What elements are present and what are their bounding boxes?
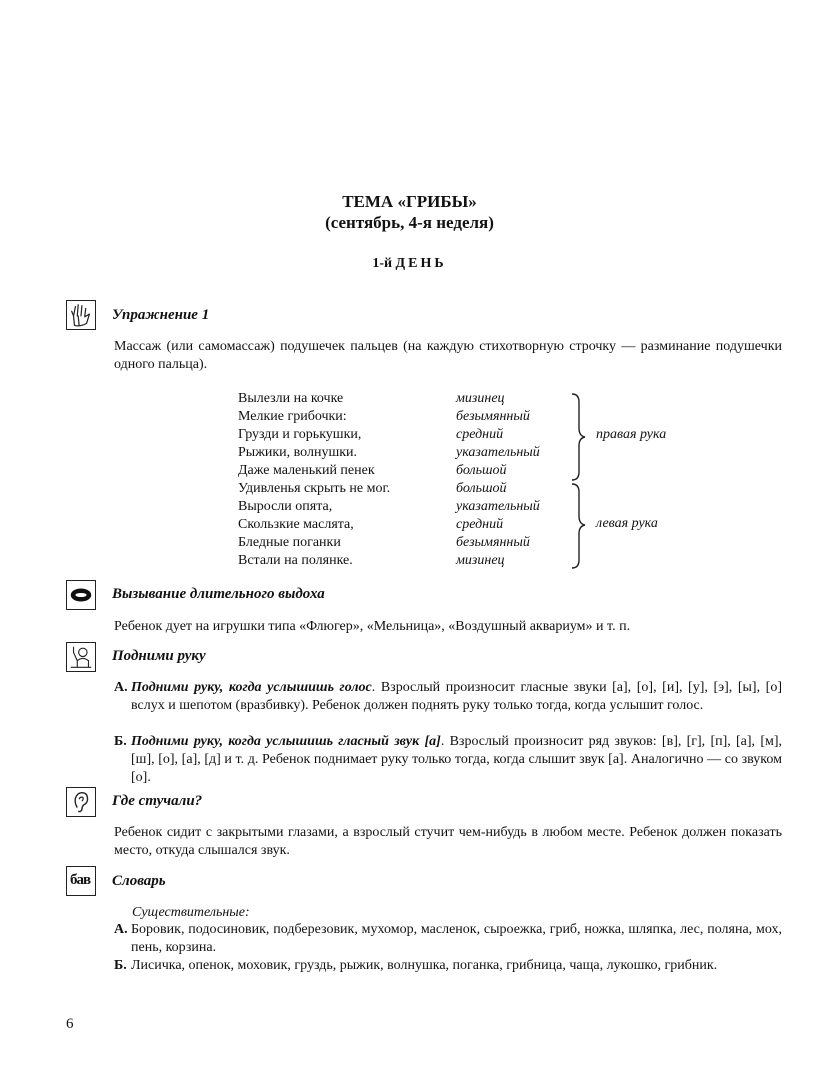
poem-finger: указательный (456, 445, 540, 460)
letters-icon (66, 866, 96, 896)
poem-row (0, 553, 819, 571)
day-number: 1-й (372, 256, 393, 271)
poem-verse: Грузди и горькушки, (238, 427, 362, 442)
right-hand-brace (572, 394, 585, 480)
poem-finger: безымянный (456, 409, 530, 424)
item-text: Боровик, подосиновик, подберезовик, мухомор, масленок, сыроежка, гриб, ножка, шляпка, лес, поляна, мох, пень, корзина. (131, 922, 782, 955)
page-number: 6 (66, 1016, 74, 1032)
item-marker: А. (114, 680, 128, 695)
raise-hand-item-b (114, 733, 782, 787)
poem-verse: Выросли опята, (238, 499, 333, 514)
poem-verse: Даже маленький пенек (238, 463, 375, 478)
item-marker: А. (114, 922, 128, 937)
right-hand-label: правая рука (596, 427, 667, 442)
poem-row (0, 481, 819, 499)
poem-finger: средний (456, 427, 504, 442)
page-subtitle: (сентябрь, 4-я неделя) (325, 213, 494, 232)
item-lead: Подними руку, когда услышишь гласный звук [а] (131, 734, 441, 749)
where-knock-title: Где стучали? (112, 793, 203, 809)
vocabulary-item-a (114, 921, 782, 957)
left-hand-label: левая рука (596, 516, 658, 531)
ear-icon (66, 787, 96, 817)
exercise1-text: Массаж (или самомассаж) подушечек пальцев (на каждую стихотворную строчку — разминание подушечки одного пальца). (114, 339, 782, 372)
raise-hand-item-a (114, 679, 782, 715)
breathing-text: Ребенок дует на игрушки типа «Флюгер», «Мельница», «Воздушный аквариум» и т. п. (114, 619, 631, 634)
poem-row (0, 391, 819, 409)
vocabulary-item-b (114, 957, 782, 975)
poem-finger: средний (456, 517, 504, 532)
poem-verse: Удивленья скрыть не мог. (238, 481, 391, 496)
poem-row (0, 535, 819, 553)
exercise1-title: Упражнение 1 (112, 307, 210, 323)
day-heading (0, 256, 819, 272)
item-text: Лисичка, опенок, моховик, груздь, рыжик, волнушка, поганка, грибница, чаща, лукошко, грибник. (131, 958, 718, 973)
day-word: ДЕНЬ (395, 256, 447, 271)
poem-row (0, 445, 819, 463)
poem-finger: указательный (456, 499, 540, 514)
poem-row (0, 517, 819, 535)
poem-finger: большой (456, 481, 507, 496)
poem-verse: Скользкие маслята, (238, 517, 354, 532)
poem-finger: мизинец (456, 553, 505, 568)
vocabulary-subheading: Существительные: (132, 905, 250, 920)
poem-row (0, 499, 819, 517)
poem-verse: Бледные поганки (238, 535, 341, 550)
page-title: ТЕМА «ГРИБЫ» (342, 192, 477, 211)
left-hand-brace (572, 484, 585, 568)
item-rest: . Взрослый произносит ряд звуков: [в], [г], [п], [а], [м], [ш], [о], [а], [д] и т. д. Ребенок поднимает руку только тогда, когда слышит звук [а]. Аналогично — со звуком [о]. (131, 734, 782, 785)
poem-verse: Рыжики, волнушки. (238, 445, 358, 460)
lips-icon (66, 580, 96, 610)
item-marker: Б. (114, 734, 127, 749)
hand-braces (566, 392, 588, 572)
item-text (131, 679, 782, 715)
poem-verse: Вылезли на кочке (238, 391, 344, 406)
icon-letters: бав (70, 872, 91, 888)
item-lead: Подними руку, когда услышишь голос (131, 680, 372, 695)
breathing-title: Вызывание длительного выдоха (112, 586, 325, 602)
vocabulary-title: Словарь (112, 873, 166, 889)
raise-hand-title: Подними руку (112, 648, 206, 664)
poem-finger: безымянный (456, 535, 530, 550)
child-raising-hand-icon (66, 642, 96, 672)
poem-finger: мизинец (456, 391, 505, 406)
poem-verse: Встали на полянке. (238, 553, 353, 568)
poem-row (0, 409, 819, 427)
poem-verse: Мелкие грибочки: (238, 409, 347, 424)
hand-icon (66, 300, 96, 330)
item-rest: . Взрослый произносит гласные звуки [а], [о], [и], [у], [э], [ы], [о] вслух и шепотом (вразбивку). Ребенок должен поднять руку только тогда, когда услышит голос. (131, 680, 782, 713)
poem-row (0, 427, 819, 445)
item-marker: Б. (114, 958, 127, 973)
item-text (131, 733, 782, 787)
where-knock-text: Ребенок сидит с закрытыми глазами, а взрослый стучит чем-нибудь в любом месте. Ребенок должен показать место, откуда слышался звук. (114, 825, 782, 858)
poem-row (0, 463, 819, 481)
poem-finger: большой (456, 463, 507, 478)
